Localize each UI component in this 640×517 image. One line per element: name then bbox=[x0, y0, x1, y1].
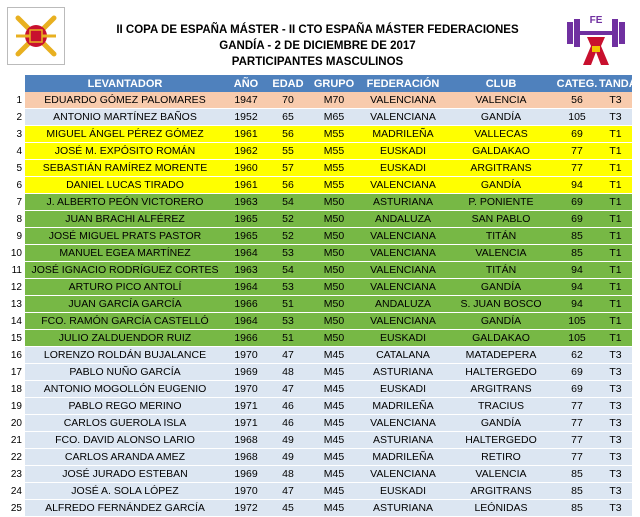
weight-category: 85 bbox=[555, 483, 599, 500]
row-index: 7 bbox=[0, 194, 25, 211]
age-group: M50 bbox=[309, 194, 359, 211]
federation: VALENCIANA bbox=[359, 313, 447, 330]
table-row bbox=[0, 143, 632, 160]
header-categ: CATEG. bbox=[555, 75, 599, 92]
federation: VALENCIANA bbox=[359, 415, 447, 432]
lifter-name: SEBASTIÁN RAMÍREZ MORENTE bbox=[25, 160, 225, 177]
federation: EUSKADI bbox=[359, 143, 447, 160]
table-header-row bbox=[0, 75, 632, 92]
age: 48 bbox=[267, 466, 309, 483]
header-federacion: FEDERACIÓN bbox=[359, 75, 447, 92]
federation: CATALANA bbox=[359, 347, 447, 364]
club: TRACIUS bbox=[447, 398, 555, 415]
federation: EUSKADI bbox=[359, 483, 447, 500]
weight-category: 77 bbox=[555, 143, 599, 160]
birth-year: 1970 bbox=[225, 381, 267, 398]
lifter-name: MIGUEL ÁNGEL PÉREZ GÓMEZ bbox=[25, 126, 225, 143]
age-group: M45 bbox=[309, 466, 359, 483]
header-edad: EDAD bbox=[267, 75, 309, 92]
federation-logo-left bbox=[7, 7, 65, 65]
weight-category: 77 bbox=[555, 415, 599, 432]
document-titles bbox=[70, 22, 565, 70]
row-index: 1 bbox=[0, 92, 25, 109]
age-group: M45 bbox=[309, 415, 359, 432]
header-tanda: TANDA bbox=[599, 75, 632, 92]
federation: MADRILEÑA bbox=[359, 398, 447, 415]
table-row bbox=[0, 381, 632, 398]
weight-category: 105 bbox=[555, 330, 599, 347]
club: VALLECAS bbox=[447, 126, 555, 143]
age-group: M70 bbox=[309, 92, 359, 109]
lifter-name: DANIEL LUCAS TIRADO bbox=[25, 177, 225, 194]
session: T1 bbox=[599, 194, 632, 211]
age-group: M45 bbox=[309, 500, 359, 517]
row-index: 22 bbox=[0, 449, 25, 466]
lifter-name: JULIO ZALDUENDOR RUIZ bbox=[25, 330, 225, 347]
club: GANDÍA bbox=[447, 177, 555, 194]
birth-year: 1970 bbox=[225, 347, 267, 364]
federation: MADRILEÑA bbox=[359, 126, 447, 143]
age-group: M50 bbox=[309, 245, 359, 262]
birth-year: 1972 bbox=[225, 500, 267, 517]
birth-year: 1971 bbox=[225, 398, 267, 415]
birth-year: 1962 bbox=[225, 143, 267, 160]
session: T3 bbox=[599, 449, 632, 466]
lifter-name: PABLO REGO MERINO bbox=[25, 398, 225, 415]
table-row bbox=[0, 245, 632, 262]
weight-category: 62 bbox=[555, 347, 599, 364]
session: T3 bbox=[599, 347, 632, 364]
header-index bbox=[0, 75, 25, 92]
federation: ASTURIANA bbox=[359, 364, 447, 381]
federation: ASTURIANA bbox=[359, 500, 447, 517]
row-index: 23 bbox=[0, 466, 25, 483]
row-index: 18 bbox=[0, 381, 25, 398]
fe-logo-right bbox=[563, 10, 629, 68]
table-row bbox=[0, 126, 632, 143]
row-index: 9 bbox=[0, 228, 25, 245]
age-group: M50 bbox=[309, 279, 359, 296]
weight-category: 77 bbox=[555, 432, 599, 449]
age-group: M55 bbox=[309, 143, 359, 160]
table-body bbox=[0, 92, 632, 517]
weight-category: 94 bbox=[555, 279, 599, 296]
federation: ASTURIANA bbox=[359, 194, 447, 211]
federation: VALENCIANA bbox=[359, 109, 447, 126]
birth-year: 1971 bbox=[225, 415, 267, 432]
title-location-date: GANDÍA - 2 DE DICIEMBRE DE 2017 bbox=[219, 40, 416, 52]
lifter-name: EDUARDO GÓMEZ PALOMARES bbox=[25, 92, 225, 109]
age-group: M45 bbox=[309, 449, 359, 466]
session: T1 bbox=[599, 143, 632, 160]
birth-year: 1952 bbox=[225, 109, 267, 126]
federation: VALENCIANA bbox=[359, 245, 447, 262]
age-group: M45 bbox=[309, 381, 359, 398]
club: SAN PABLO bbox=[447, 211, 555, 228]
club: VALENCIA bbox=[447, 245, 555, 262]
lifter-name: JOSÉ A. SOLA LÓPEZ bbox=[25, 483, 225, 500]
session: T1 bbox=[599, 160, 632, 177]
title-main: II COPA DE ESPAÑA MÁSTER - II CTO ESPAÑA MÁSTER FEDERACIONES bbox=[116, 24, 519, 36]
age-group: M55 bbox=[309, 160, 359, 177]
age-group: M55 bbox=[309, 126, 359, 143]
row-index: 24 bbox=[0, 483, 25, 500]
row-index: 21 bbox=[0, 432, 25, 449]
age: 47 bbox=[267, 381, 309, 398]
club: S. JUAN BOSCO bbox=[447, 296, 555, 313]
session: T3 bbox=[599, 483, 632, 500]
table-row bbox=[0, 296, 632, 313]
participants-table bbox=[0, 75, 637, 517]
birth-year: 1947 bbox=[225, 92, 267, 109]
federation: EUSKADI bbox=[359, 330, 447, 347]
lifter-name: MANUEL EGEA MARTÍNEZ bbox=[25, 245, 225, 262]
session: T1 bbox=[599, 245, 632, 262]
weight-category: 77 bbox=[555, 398, 599, 415]
row-index: 15 bbox=[0, 330, 25, 347]
age: 46 bbox=[267, 398, 309, 415]
row-index: 10 bbox=[0, 245, 25, 262]
federation: ANDALUZA bbox=[359, 211, 447, 228]
session: T1 bbox=[599, 330, 632, 347]
weight-category: 77 bbox=[555, 449, 599, 466]
birth-year: 1966 bbox=[225, 330, 267, 347]
club: GANDÍA bbox=[447, 279, 555, 296]
row-index: 16 bbox=[0, 347, 25, 364]
age-group: M45 bbox=[309, 483, 359, 500]
table-row bbox=[0, 109, 632, 126]
birth-year: 1968 bbox=[225, 449, 267, 466]
session: T1 bbox=[599, 126, 632, 143]
header-levantador: LEVANTADOR bbox=[25, 75, 225, 92]
age: 52 bbox=[267, 228, 309, 245]
weight-category: 105 bbox=[555, 313, 599, 330]
club: ARGITRANS bbox=[447, 160, 555, 177]
table-row bbox=[0, 160, 632, 177]
birth-year: 1963 bbox=[225, 262, 267, 279]
club: HALTERGEDO bbox=[447, 432, 555, 449]
birth-year: 1964 bbox=[225, 279, 267, 296]
session: T3 bbox=[599, 432, 632, 449]
age: 51 bbox=[267, 330, 309, 347]
page-header bbox=[0, 0, 640, 78]
lifter-name: CARLOS ARANDA AMEZ bbox=[25, 449, 225, 466]
federation: EUSKADI bbox=[359, 160, 447, 177]
club: GANDÍA bbox=[447, 313, 555, 330]
weight-category: 94 bbox=[555, 296, 599, 313]
weightlifter-logo-icon bbox=[563, 10, 629, 68]
birth-year: 1970 bbox=[225, 483, 267, 500]
lifter-name: JUAN BRACHI ALFÉREZ bbox=[25, 211, 225, 228]
club: HALTERGEDO bbox=[447, 364, 555, 381]
birth-year: 1961 bbox=[225, 177, 267, 194]
club: ARGITRANS bbox=[447, 381, 555, 398]
age: 47 bbox=[267, 483, 309, 500]
club: GALDAKAO bbox=[447, 330, 555, 347]
federation: ANDALUZA bbox=[359, 296, 447, 313]
row-index: 6 bbox=[0, 177, 25, 194]
birth-year: 1969 bbox=[225, 466, 267, 483]
session: T1 bbox=[599, 279, 632, 296]
weight-category: 85 bbox=[555, 245, 599, 262]
weight-category: 94 bbox=[555, 262, 599, 279]
weight-category: 77 bbox=[555, 160, 599, 177]
weight-category: 56 bbox=[555, 92, 599, 109]
session: T1 bbox=[599, 177, 632, 194]
club: VALENCIA bbox=[447, 466, 555, 483]
lifter-name: LORENZO ROLDÁN BUJALANCE bbox=[25, 347, 225, 364]
row-index: 5 bbox=[0, 160, 25, 177]
lifter-name: PABLO NUÑO GARCÍA bbox=[25, 364, 225, 381]
weight-category: 69 bbox=[555, 194, 599, 211]
lifter-name: ARTURO PICO ANTOLÍ bbox=[25, 279, 225, 296]
age: 49 bbox=[267, 432, 309, 449]
table-row bbox=[0, 483, 632, 500]
lifter-name: FCO. RAMÓN GARCÍA CASTELLÓ bbox=[25, 313, 225, 330]
club: ARGITRANS bbox=[447, 483, 555, 500]
birth-year: 1968 bbox=[225, 432, 267, 449]
cross-emblem-icon bbox=[8, 8, 64, 64]
table-row bbox=[0, 211, 632, 228]
birth-year: 1965 bbox=[225, 228, 267, 245]
table-row bbox=[0, 194, 632, 211]
lifter-name: J. ALBERTO PEÓN VICTORERO bbox=[25, 194, 225, 211]
federation: VALENCIANA bbox=[359, 177, 447, 194]
age-group: M50 bbox=[309, 313, 359, 330]
row-index: 8 bbox=[0, 211, 25, 228]
federation: VALENCIANA bbox=[359, 92, 447, 109]
table-row bbox=[0, 313, 632, 330]
age: 54 bbox=[267, 262, 309, 279]
federation: VALENCIANA bbox=[359, 279, 447, 296]
federation: VALENCIANA bbox=[359, 262, 447, 279]
session: T3 bbox=[599, 364, 632, 381]
birth-year: 1969 bbox=[225, 364, 267, 381]
weight-category: 85 bbox=[555, 466, 599, 483]
lifter-name: JOSÉ IGNACIO RODRÍGUEZ CORTES bbox=[25, 262, 225, 279]
weight-category: 69 bbox=[555, 364, 599, 381]
club: GANDÍA bbox=[447, 109, 555, 126]
lifter-name: JOSÉ M. EXPÓSITO ROMÁN bbox=[25, 143, 225, 160]
age: 65 bbox=[267, 109, 309, 126]
table-row bbox=[0, 347, 632, 364]
birth-year: 1966 bbox=[225, 296, 267, 313]
session: T3 bbox=[599, 381, 632, 398]
birth-year: 1960 bbox=[225, 160, 267, 177]
age-group: M50 bbox=[309, 211, 359, 228]
age: 56 bbox=[267, 177, 309, 194]
age: 46 bbox=[267, 415, 309, 432]
lifter-name: JUAN GARCÍA GARCÍA bbox=[25, 296, 225, 313]
row-index: 11 bbox=[0, 262, 25, 279]
session: T1 bbox=[599, 228, 632, 245]
age: 53 bbox=[267, 313, 309, 330]
age-group: M50 bbox=[309, 330, 359, 347]
weight-category: 69 bbox=[555, 381, 599, 398]
session: T3 bbox=[599, 500, 632, 517]
age: 47 bbox=[267, 347, 309, 364]
session: T3 bbox=[599, 398, 632, 415]
club: P. PONIENTE bbox=[447, 194, 555, 211]
row-index: 12 bbox=[0, 279, 25, 296]
club: GALDAKAO bbox=[447, 143, 555, 160]
club: GANDÍA bbox=[447, 415, 555, 432]
weight-category: 85 bbox=[555, 228, 599, 245]
table-row bbox=[0, 415, 632, 432]
table-row bbox=[0, 500, 632, 517]
age: 53 bbox=[267, 279, 309, 296]
age: 51 bbox=[267, 296, 309, 313]
session: T3 bbox=[599, 466, 632, 483]
table-row bbox=[0, 228, 632, 245]
table-row bbox=[0, 364, 632, 381]
birth-year: 1964 bbox=[225, 245, 267, 262]
age: 49 bbox=[267, 449, 309, 466]
birth-year: 1961 bbox=[225, 126, 267, 143]
club: VALENCIA bbox=[447, 92, 555, 109]
weight-category: 69 bbox=[555, 126, 599, 143]
age: 70 bbox=[267, 92, 309, 109]
session: T3 bbox=[599, 92, 632, 109]
session: T1 bbox=[599, 313, 632, 330]
row-index: 14 bbox=[0, 313, 25, 330]
age-group: M45 bbox=[309, 364, 359, 381]
birth-year: 1964 bbox=[225, 313, 267, 330]
session: T3 bbox=[599, 415, 632, 432]
lifter-name: CARLOS GUEROLA ISLA bbox=[25, 415, 225, 432]
fe-logo-text: FE bbox=[589, 15, 603, 26]
row-index: 20 bbox=[0, 415, 25, 432]
session: T1 bbox=[599, 296, 632, 313]
row-index: 2 bbox=[0, 109, 25, 126]
title-participants: PARTICIPANTES MASCULINOS bbox=[231, 56, 404, 68]
federation: EUSKADI bbox=[359, 381, 447, 398]
age: 55 bbox=[267, 143, 309, 160]
weight-category: 94 bbox=[555, 177, 599, 194]
club: MATADEPERA bbox=[447, 347, 555, 364]
club: RETIRO bbox=[447, 449, 555, 466]
lifter-name: JOSÉ JURADO ESTEBAN bbox=[25, 466, 225, 483]
table-row bbox=[0, 92, 632, 109]
age-group: M55 bbox=[309, 177, 359, 194]
age-group: M45 bbox=[309, 347, 359, 364]
federation: VALENCIANA bbox=[359, 228, 447, 245]
club: TITÁN bbox=[447, 228, 555, 245]
session: T3 bbox=[599, 109, 632, 126]
age: 54 bbox=[267, 194, 309, 211]
row-index: 19 bbox=[0, 398, 25, 415]
header-club: CLUB bbox=[447, 75, 555, 92]
table-row bbox=[0, 177, 632, 194]
birth-year: 1963 bbox=[225, 194, 267, 211]
age-group: M50 bbox=[309, 296, 359, 313]
row-index: 25 bbox=[0, 500, 25, 517]
row-index: 4 bbox=[0, 143, 25, 160]
age: 45 bbox=[267, 500, 309, 517]
header-grupo: GRUPO bbox=[309, 75, 359, 92]
age-group: M50 bbox=[309, 262, 359, 279]
session: T1 bbox=[599, 211, 632, 228]
weight-category: 69 bbox=[555, 211, 599, 228]
table-row bbox=[0, 466, 632, 483]
club: TITÁN bbox=[447, 262, 555, 279]
table-row bbox=[0, 330, 632, 347]
federation: ASTURIANA bbox=[359, 432, 447, 449]
federation: VALENCIANA bbox=[359, 466, 447, 483]
table-row bbox=[0, 398, 632, 415]
age: 56 bbox=[267, 126, 309, 143]
club: LEÓNIDAS bbox=[447, 500, 555, 517]
table-row bbox=[0, 279, 632, 296]
lifter-name: ALFREDO FERNÁNDEZ GARCÍA bbox=[25, 500, 225, 517]
row-index: 13 bbox=[0, 296, 25, 313]
lifter-name: FCO. DAVID ALONSO LARIO bbox=[25, 432, 225, 449]
header-ano: AÑO bbox=[225, 75, 267, 92]
weight-category: 85 bbox=[555, 500, 599, 517]
age: 53 bbox=[267, 245, 309, 262]
federation: MADRILEÑA bbox=[359, 449, 447, 466]
lifter-name: ANTONIO MARTÍNEZ BAÑOS bbox=[25, 109, 225, 126]
birth-year: 1965 bbox=[225, 211, 267, 228]
lifter-name: JOSÉ MIGUEL PRATS PASTOR bbox=[25, 228, 225, 245]
table-row bbox=[0, 432, 632, 449]
session: T1 bbox=[599, 262, 632, 279]
lifter-name: ANTONIO MOGOLLÓN EUGENIO bbox=[25, 381, 225, 398]
age: 48 bbox=[267, 364, 309, 381]
table-row bbox=[0, 449, 632, 466]
age: 52 bbox=[267, 211, 309, 228]
row-index: 17 bbox=[0, 364, 25, 381]
table-row bbox=[0, 262, 632, 279]
row-index: 3 bbox=[0, 126, 25, 143]
age-group: M65 bbox=[309, 109, 359, 126]
age: 57 bbox=[267, 160, 309, 177]
age-group: M45 bbox=[309, 398, 359, 415]
age-group: M50 bbox=[309, 228, 359, 245]
age-group: M45 bbox=[309, 432, 359, 449]
weight-category: 105 bbox=[555, 109, 599, 126]
